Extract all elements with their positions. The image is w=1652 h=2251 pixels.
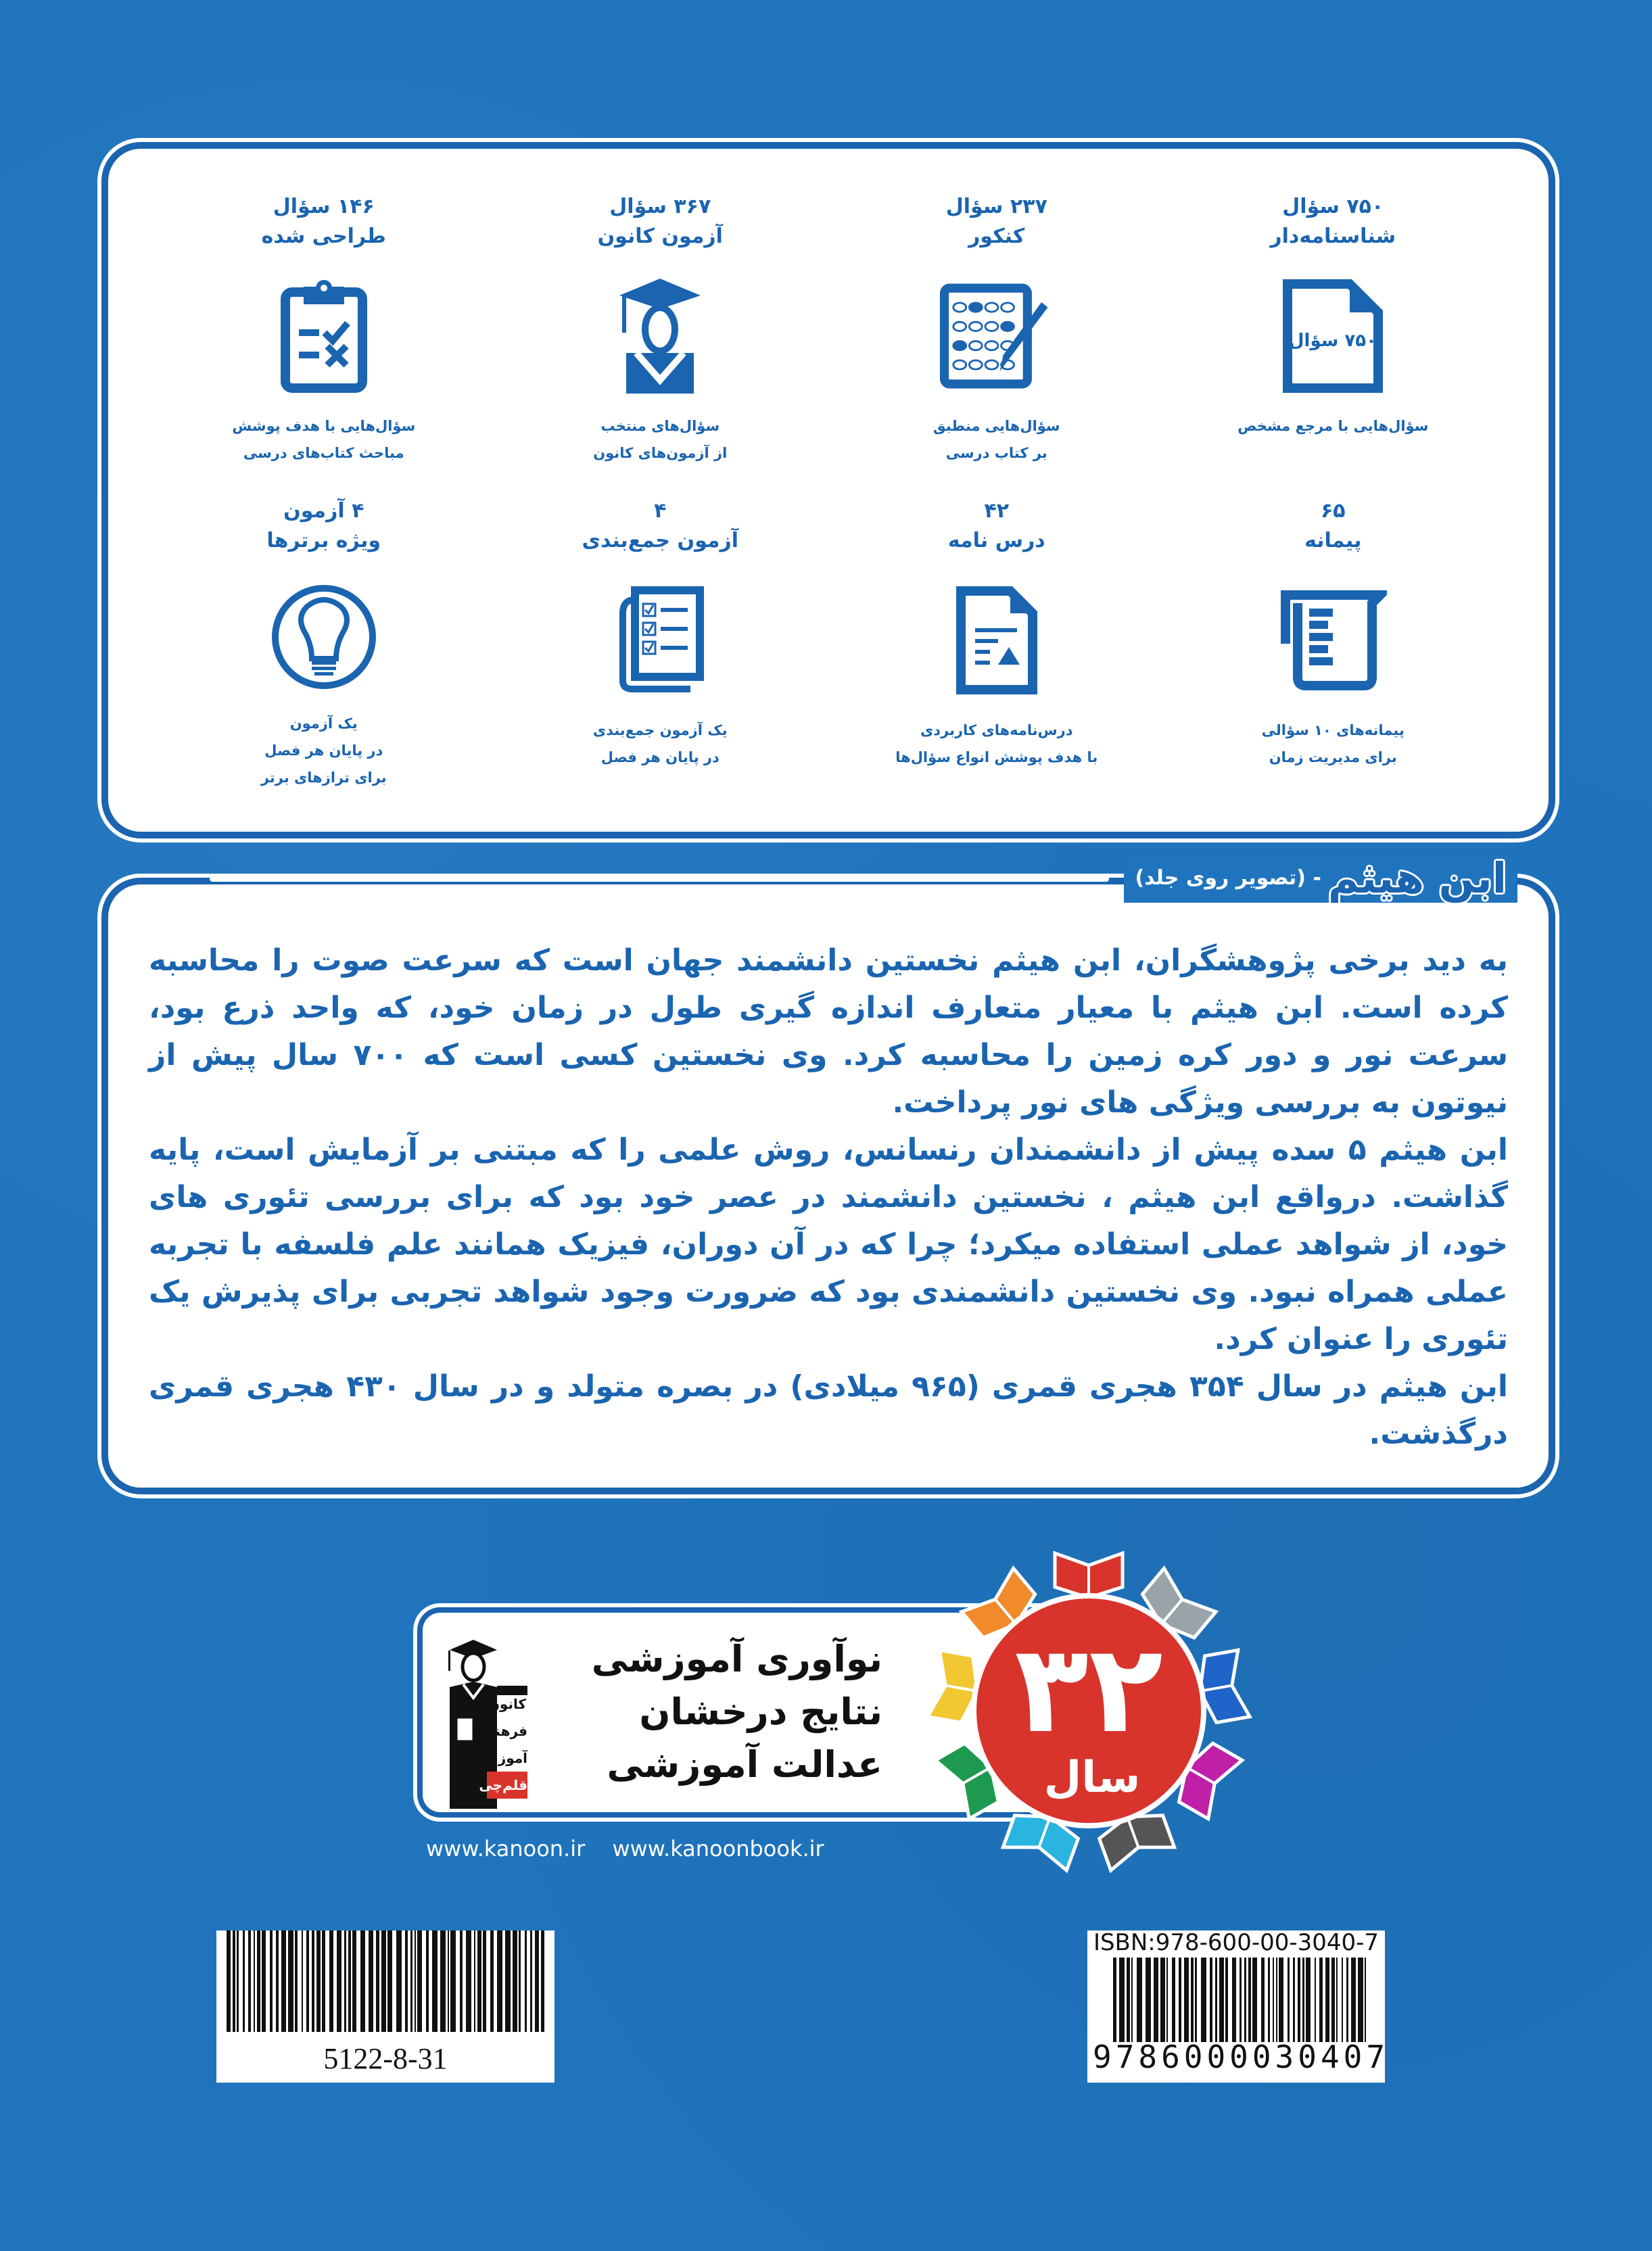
- barcode-bar: [248, 1930, 251, 2032]
- barcode-bar: [1219, 1958, 1224, 2042]
- feature-count: ۴: [654, 499, 667, 523]
- barcode-bar: [1288, 1958, 1290, 2042]
- barcode-bar: [1279, 1958, 1283, 2042]
- barcode-bar: [1166, 1958, 1168, 2042]
- feature-desc: [593, 412, 727, 467]
- barcode-bar: [1306, 1958, 1311, 2042]
- barcode-bar: [1225, 1958, 1228, 2042]
- bio-title: ابن هیثم: [1327, 853, 1507, 903]
- barcode-bar: [440, 1930, 446, 2032]
- heading-rule: [210, 876, 1109, 882]
- barcode-bar: [450, 1930, 456, 2032]
- barcode-bar: [1319, 1958, 1323, 2042]
- slogan: نتایج درخشان: [639, 1690, 882, 1733]
- beaker-icon: [1275, 583, 1390, 698]
- feature-desc-line: بر کتاب درسی: [945, 445, 1047, 461]
- feature-desc: [232, 412, 415, 467]
- barcode-bar: [519, 1930, 521, 2032]
- barcode-bar: [348, 1930, 351, 2032]
- logo-word: آموزش: [479, 1750, 527, 1766]
- website-link[interactable]: www.kanoon.ir: [426, 1836, 586, 1862]
- feature-item: [828, 487, 1165, 791]
- feature-desc-line: با هدف پوشش انواع سؤال‌ها: [895, 749, 1098, 765]
- barcode-bar: [1244, 1958, 1246, 2042]
- barcode-bar: [1146, 1958, 1151, 2042]
- feature-desc-line: پیمانه‌های ۱۰ سؤالی: [1261, 722, 1405, 738]
- barcode-bar: [1154, 1958, 1158, 2042]
- internal-code: 5122-8-31: [323, 2042, 448, 2075]
- feature-desc-line: سؤال‌هایی منطبق: [933, 418, 1060, 434]
- websites: [426, 1836, 845, 1862]
- feature-desc-line: یک آزمون جمع‌بندی: [592, 722, 728, 738]
- icon-caption: ۷۵۰ سؤال: [1289, 331, 1377, 351]
- barcode-bar: [262, 1930, 266, 2032]
- checklist-stack-icon: [603, 583, 717, 698]
- barcode-bar: [1276, 1958, 1277, 2042]
- barcode-bar: [490, 1930, 494, 2032]
- feature-item: [828, 183, 1165, 487]
- feature-desc-line: درس‌نامه‌های کاربردی: [920, 722, 1073, 738]
- feature-item: [1165, 183, 1502, 487]
- barcode-bar: [530, 1930, 532, 2032]
- logo-word: فرهنگی: [473, 1723, 527, 1739]
- barcode-bar: [1195, 1958, 1197, 2042]
- isbn-barcode: [1087, 1929, 1390, 2083]
- barcode-bar: [1346, 1958, 1348, 2042]
- isbn-barcode-bars-icon: [1113, 1958, 1370, 2042]
- feature-desc-line: برای ترازهای برتر: [260, 769, 387, 786]
- feature-title: کنکور: [968, 224, 1025, 248]
- feature-count: ۴۲: [984, 499, 1010, 523]
- feature-desc-line: در پایان هر فصل: [264, 742, 383, 759]
- document-750-icon: [1275, 279, 1390, 394]
- barcode-bar: [302, 1930, 303, 2032]
- bio-paragraph: ابن هیثم ۵ سده پیش از دانشمندان رنسانس، روش علمی را که مبتنی بر آزمایش است، پایه گذاشت. درواقع ابن هیثم ، نخستین دانشمند در عصر خود بود که برای بررسی تئوری های خود، از شواهد عملی استفاده میکرد؛ چرا که در آن دوران، فیزیک همانند علم فلسفه با تجربه عملی همراه نبود. وی نخستین دانشمندی بود که ضرورت وجود شواهد تجربی برای پذیرش یک تئوری را عنوان کرد.: [149, 1133, 1508, 1356]
- barcode-bar: [1201, 1958, 1206, 2042]
- barcode-bar: [243, 1930, 245, 2032]
- feature-count: ۱۴۶ سؤال: [273, 195, 375, 218]
- barcode-bar: [405, 1930, 408, 2032]
- barcode-bar: [322, 1930, 325, 2032]
- barcode-bar: [513, 1930, 517, 2032]
- barcode-bar: [1240, 1958, 1242, 2042]
- barcode-bar: [288, 1930, 293, 2032]
- isbn-digits: 9786000030407: [1093, 2039, 1390, 2075]
- barcode-bar: [1160, 1958, 1165, 2042]
- barcode-bar: [1261, 1958, 1265, 2042]
- ibn-haytham-box: [115, 853, 1542, 1481]
- barcode-bar: [369, 1930, 373, 2032]
- barcode-bar: [270, 1930, 273, 2032]
- barcode-bar: [316, 1930, 321, 2032]
- bio-heading: [1124, 853, 1517, 903]
- barcode-bar: [1351, 1958, 1356, 2042]
- feature-count: ۳۶۷ سؤال: [609, 195, 711, 218]
- feature-desc: [895, 717, 1098, 771]
- barcode-bar: [352, 1930, 356, 2032]
- barcode-bar: [387, 1930, 392, 2032]
- feature-item: [492, 183, 829, 487]
- barcode-bar: [281, 1930, 286, 2032]
- feature-count: ۷۵۰ سؤال: [1282, 195, 1384, 218]
- barcode-bar: [295, 1930, 298, 2032]
- feature-desc-line: در پایان هر فصل: [600, 749, 719, 765]
- feature-item: [156, 183, 492, 487]
- lightbulb-icon: [266, 583, 381, 691]
- feature-item: [1165, 487, 1502, 791]
- feature-item: [492, 487, 829, 791]
- bio-paragraph: ابن هیثم در سال ۳۵۴ هجری قمری (۹۶۵ میلادی) در بصره متولد و در سال ۴۳۰ هجری قمری درگذشت.: [149, 1369, 1508, 1451]
- barcode-bar: [525, 1930, 527, 2032]
- barcode-bar: [483, 1930, 486, 2032]
- feature-item: [156, 487, 492, 791]
- feature-title: آزمون جمع‌بندی: [582, 529, 739, 552]
- feature-title: ویژه برترها: [266, 529, 381, 552]
- feature-count: ۴ آزمون: [283, 499, 364, 523]
- feature-desc: [1237, 412, 1428, 440]
- feature-desc-line: مباحث کتاب‌های درسی: [243, 445, 404, 461]
- 32-years-badge-icon: [906, 1528, 1271, 1893]
- barcode-bar: [1232, 1958, 1236, 2042]
- feature-desc-line: یک آزمون: [289, 715, 358, 732]
- answer-sheet-pencil-icon: [939, 279, 1054, 394]
- barcode-bar: [474, 1930, 475, 2032]
- lesson-document-icon: [939, 583, 1054, 698]
- barcode-bar: [466, 1930, 471, 2032]
- barcode-bar: [1365, 1958, 1366, 2042]
- feature-desc-line: برای مدیریت زمان: [1269, 749, 1397, 765]
- barcode-bar: [1248, 1958, 1251, 2042]
- feature-desc: [1262, 717, 1405, 771]
- barcode-bar: [360, 1930, 365, 2032]
- feature-title: آزمون کانون: [597, 224, 723, 248]
- logo-word-red: قلم‌چی: [487, 1772, 527, 1799]
- feature-desc: [933, 412, 1060, 467]
- barcode-bar: [1172, 1958, 1175, 2042]
- feature-title: پیمانه: [1304, 529, 1362, 552]
- barcode-bar: [417, 1930, 422, 2032]
- barcode-bar: [505, 1930, 511, 2032]
- clipboard-check-icon: [266, 279, 381, 394]
- barcode-bar: [1331, 1958, 1335, 2042]
- slogan: عدالت آموزشی: [607, 1743, 882, 1786]
- feature-desc: [593, 717, 728, 771]
- barcode-bar: [410, 1930, 412, 2032]
- barcode-bar: [1179, 1958, 1181, 2042]
- bio-paragraph: به دید برخی پژوهشگران، ابن هیثم نخستین دانشمند جهان است که سرعت صوت را محاسبه کرده است. ابن هیثم با معیار متعارف اندازه گیری طول در زمان خود، که واحد ذرع بود، سرعت نور و دور کره زمین را محاسبه کرد. وی نخستین کسی است که ۷۰۰ سال پیش از نیوتون به بررسی ویژگی های نور پرداخت.: [149, 943, 1509, 1120]
- barcode-bar: [1191, 1958, 1194, 2042]
- barcode-bar: [415, 1930, 416, 2032]
- barcode-bar: [1342, 1958, 1343, 2042]
- isbn-label: ISBN:978-600-00-3040-7: [1093, 1929, 1379, 1956]
- barcode-bar: [329, 1930, 333, 2032]
- feature-desc-line: سؤال‌هایی با مرجع مشخص: [1237, 418, 1429, 434]
- barcode-bar: [376, 1930, 379, 2032]
- barcode-bar: [337, 1930, 341, 2032]
- kanoon-logo-words: [473, 1690, 527, 1799]
- feature-title: شناسنامه‌دار: [1270, 224, 1396, 248]
- barcode-bar: [535, 1930, 539, 2032]
- feature-title: درس نامه: [947, 529, 1045, 552]
- barcode-bar: [1184, 1958, 1189, 2042]
- features-panel: [115, 156, 1542, 825]
- barcode-bar: [1215, 1958, 1217, 2042]
- badge-number: ۳۲: [1014, 1619, 1163, 1760]
- barcode-bar: [1302, 1958, 1304, 2042]
- internal-barcode: [216, 1930, 554, 2083]
- barcode-bar: [1252, 1958, 1257, 2042]
- barcode-bar: [1131, 1958, 1133, 2042]
- barcode-bar: [254, 1930, 255, 2032]
- slogans: [544, 1633, 882, 1791]
- barcode-bar: [1293, 1958, 1295, 2042]
- feature-desc: [261, 710, 387, 791]
- barcode-bar: [1325, 1958, 1329, 2042]
- barcode-bar: [477, 1930, 481, 2032]
- feature-title: طراحی شده: [261, 224, 386, 248]
- feature-desc-line: سؤال‌هایی با هدف پوشش: [232, 418, 416, 434]
- barcode-bar: [1127, 1958, 1130, 2042]
- logo-word: کانون: [488, 1696, 527, 1712]
- barcode-bar: [1137, 1958, 1142, 2042]
- barcode-bar: [1113, 1958, 1116, 2042]
- barcode-bar: [1298, 1958, 1300, 2042]
- features-grid: [156, 183, 1501, 791]
- barcode-bar: [426, 1930, 429, 2032]
- barcode-bar: [460, 1930, 463, 2032]
- barcode-bar: [1210, 1958, 1212, 2042]
- barcode-bar: [1336, 1958, 1338, 2042]
- slogan: نوآوری آموزشی: [591, 1638, 882, 1680]
- barcode-bar: [541, 1930, 544, 2032]
- book-petal-icon: [1055, 1553, 1123, 1598]
- website-link[interactable]: www.kanoonbook.ir: [612, 1836, 824, 1862]
- barcode-bar: [1273, 1958, 1274, 2042]
- barcode-bar: [233, 1930, 235, 2032]
- feature-count: ۶۵: [1320, 499, 1346, 523]
- barcode-bar: [1358, 1958, 1363, 2042]
- graduate-icon: [603, 279, 717, 394]
- barcode-bar: [396, 1930, 402, 2032]
- feature-desc-line: از آزمون‌های کانون: [593, 445, 728, 461]
- barcode-bar: [344, 1930, 346, 2032]
- barcode-bar: [237, 1930, 239, 2032]
- bio-subtitle: - (تصویر روی جلد): [1135, 866, 1321, 890]
- barcode-bar: [312, 1930, 314, 2032]
- barcode-bar: [227, 1930, 231, 2032]
- barcode-bars-icon: [227, 1930, 544, 2032]
- feature-desc-line: سؤال‌های منتخب: [600, 418, 720, 434]
- barcode-bar: [257, 1930, 260, 2032]
- barcode-bar: [381, 1930, 386, 2032]
- barcode-bar: [432, 1930, 438, 2032]
- barcode-bar: [1268, 1958, 1270, 2042]
- barcode-bar: [497, 1930, 502, 2032]
- feature-count: ۲۳۷ سؤال: [945, 195, 1047, 218]
- barcode-bar: [306, 1930, 309, 2032]
- barcode-bar: [1315, 1958, 1316, 2042]
- barcode-bar: [1119, 1958, 1125, 2042]
- badge-word: سال: [1043, 1753, 1141, 1803]
- barcode-bar: [276, 1930, 279, 2032]
- bio-text: [149, 937, 1508, 1458]
- barcode-bar: [448, 1930, 449, 2032]
